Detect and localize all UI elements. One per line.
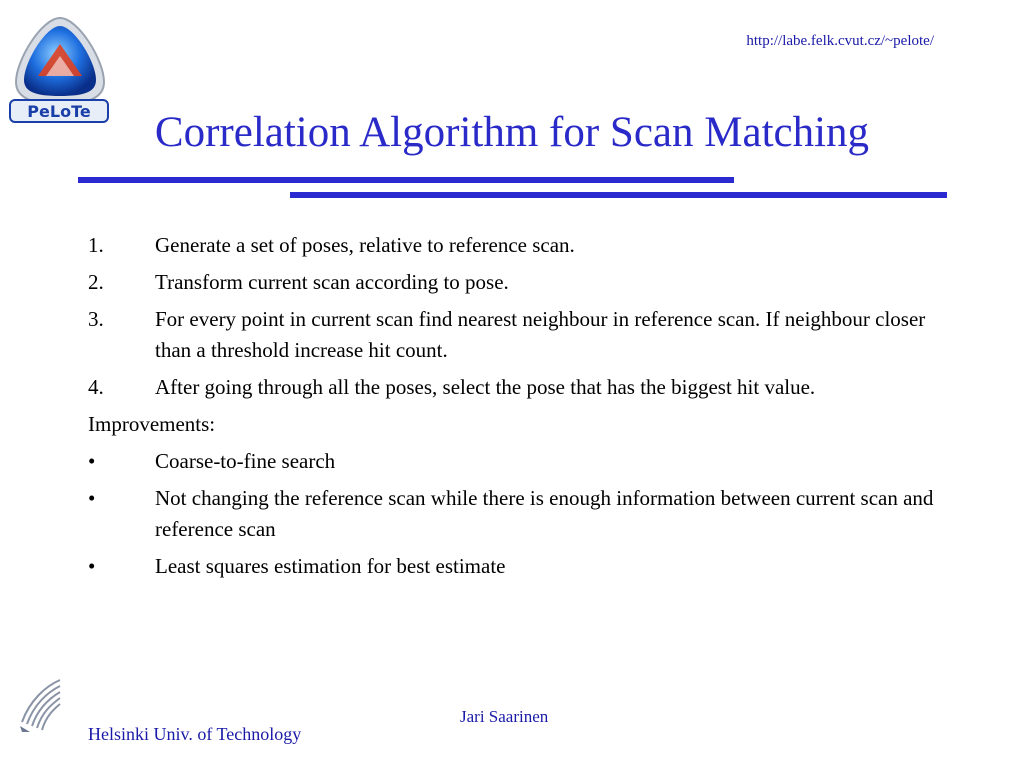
hut-logo-icon: [16, 676, 64, 734]
page-title: Correlation Algorithm for Scan Matching: [154, 109, 870, 156]
list-item: [88, 483, 958, 545]
title-underline-upper: [78, 177, 734, 183]
list-item: [88, 230, 958, 261]
title-underline-lower: [290, 192, 947, 198]
footer-author: Jari Saarinen: [460, 707, 549, 726]
list-text: After going through all the poses, select the pose that has the biggest hit value.: [155, 375, 816, 399]
list-item: [88, 304, 958, 366]
list-text: For every point in current scan find nearest neighbour in reference scan. If neighbour closer than a threshold increase hit count.: [155, 307, 926, 362]
bullet-marker: •: [88, 486, 96, 510]
logo-text: PeLoTe: [27, 102, 91, 121]
bullet-marker: •: [88, 554, 96, 578]
list-marker: 2.: [88, 270, 104, 294]
slide-content: [88, 230, 958, 588]
list-text: Transform current scan according to pose.: [155, 270, 509, 294]
list-item: [88, 267, 958, 298]
list-text: Not changing the reference scan while there is enough information between current scan and reference scan: [155, 486, 934, 541]
footer-institution: Helsinki Univ. of Technology: [88, 724, 302, 744]
list-marker: 1.: [88, 233, 104, 257]
list-item: [88, 372, 958, 403]
list-text: Least squares estimation for best estimate: [155, 554, 506, 578]
bullet-marker: •: [88, 449, 96, 473]
header-url: http://labe.felk.cvut.cz/~pelote/: [746, 33, 934, 49]
list-item: [88, 446, 958, 477]
list-text: Generate a set of poses, relative to reference scan.: [155, 233, 575, 257]
improvements-heading: Improvements:: [88, 412, 216, 436]
list-marker: 4.: [88, 375, 104, 399]
list-text: Coarse-to-fine search: [155, 449, 336, 473]
list-item: [88, 551, 958, 582]
list-marker: 3.: [88, 307, 104, 331]
